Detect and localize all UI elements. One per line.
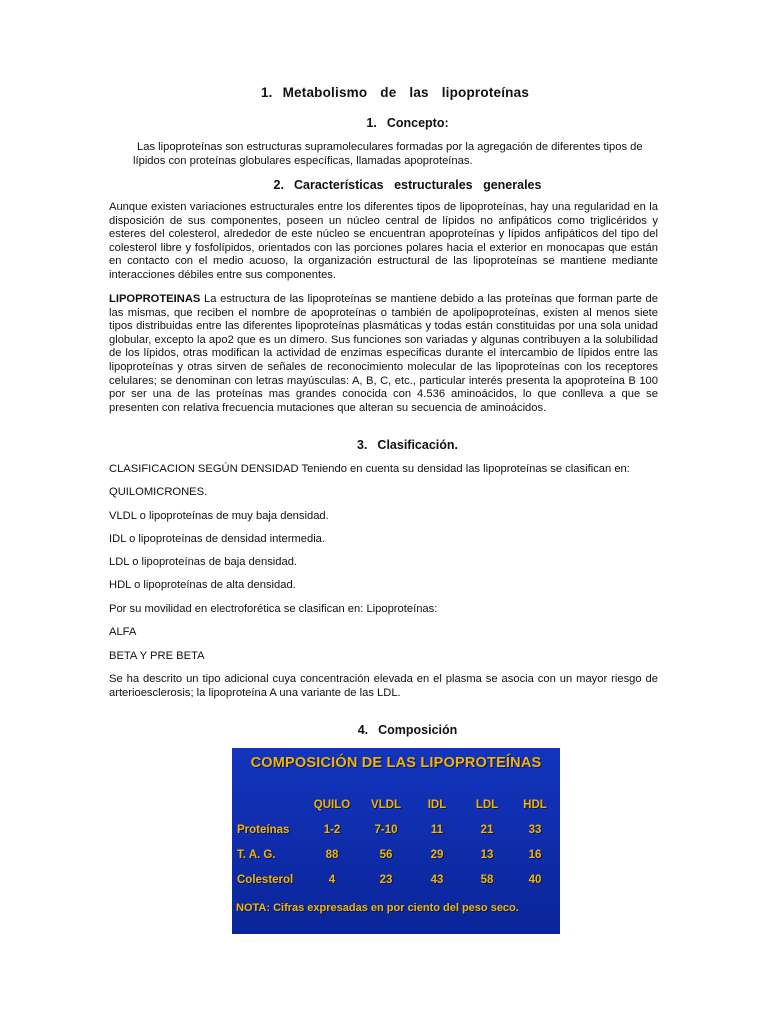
lipoproteinas-body: La estructura de las lipoproteínas se mantiene debido a las proteínas que forman parte de las mismas, que reciben el nombre de apoproteínas o también de apolipoproteínas, existen al menos siete tipos distribuidas entre las diferentes lipoproteínas plasmáticas y todas están constituidas por una sola unidad globular, excepto la apo2 que es un dímero. Sus funciones son variadas y algunas contribuyen a la solubilidad de los lípidos, otras modifican la actividad de enzimas especificas durante el intercambio de lípidos entre las lipoproteínas y otras sirven de señales de reconocimiento molecular de las lipoproteínas con los receptores celulares; se denominan con letras mayúsculas: A, B, C, etc., particular interés presenta la apoproteína B 100 por ser una de las proteínas mas grandes conocida con 4.536 aminoácidos, lo que conlleva a que se presenten con relativa frecuencia mutaciones que alteran su secuencia de aminoácidos. [109, 293, 658, 414]
main-heading-text: Metabolismo de las lipoproteínas [282, 85, 530, 100]
clasificacion-line-densidad: CLASIFICACION SEGÚN DENSIDAD Teniendo en cuenta su densidad las lipoproteínas se clasifican en: [109, 463, 630, 475]
section-heading-composicion: 4. Composición [357, 723, 458, 737]
table-row [232, 817, 559, 842]
table-cell: 21 [480, 823, 494, 836]
table-cell: 1-2 [323, 823, 341, 836]
clasificacion-line-idl: IDL o lipoproteínas de densidad intermedia. [109, 533, 326, 545]
table-cell: 16 [528, 848, 542, 861]
lipoproteinas-paragraph [109, 293, 658, 415]
table-cell: 7-10 [374, 823, 398, 836]
section-heading-clasificacion: 3. Clasificación. [356, 438, 459, 452]
table-cell: 29 [430, 848, 444, 861]
slide-title: COMPOSICIÓN DE LAS LIPOPROTEÍNAS [250, 755, 542, 771]
column-header: QUILO [313, 798, 351, 811]
clasificacion-line-hdl: HDL o lipoproteínas de alta densidad. [109, 579, 296, 591]
row-label: T. A. G. [237, 848, 276, 861]
table-row [232, 867, 559, 892]
column-header: IDL [427, 798, 447, 811]
lipoproteinas-label: LIPOPROTEINAS [109, 293, 201, 305]
main-heading-number: 1. [260, 85, 273, 100]
table-row [232, 842, 559, 867]
concepto-paragraph: Las lipoproteínas son estructuras supramoleculares formadas por la agregación de diferentes tipos de lípidos con proteínas globulares específicas, llamadas apoproteínas. [133, 141, 643, 167]
table-cell: 56 [379, 848, 393, 861]
table-cell: 43 [430, 873, 444, 886]
composition-slide-image [232, 748, 560, 934]
caracteristicas-paragraph: Aunque existen variaciones estructurales entre los diferentes tipos de lipoproteínas, hay una regularidad en la disposición de sus componentes, poseen un núcleo central de lípidos no anfipáticos como triglicéridos y esteres del colesterol, alrededor de este núcleo se encuentran apoproteínas y lípidos anfipáticos del tipo del colesterol libre y fosfolípidos, orientados con las porciones polares hacia el exterior en monocapas que están en contacto con el medio acuoso, la organización estructural de las lipoproteínas se mantiene mediante interacciones débiles entre sus componentes. [109, 201, 658, 281]
row-label: Proteínas [237, 823, 290, 836]
column-header: LDL [475, 798, 499, 811]
arterioesclerosis-paragraph: Se ha descrito un tipo adicional cuya concentración elevada en el plasma se asocia con un mayor riesgo de arterioesclerosis; la lipoproteína A una variante de las LDL. [109, 673, 658, 699]
table-cell: 23 [379, 873, 393, 886]
table-cell: 88 [325, 848, 339, 861]
table-cell: 11 [430, 823, 444, 836]
slide-note: NOTA: Cifras expresadas en por ciento del peso seco. [236, 902, 519, 914]
clasificacion-line-alfa: ALFA [109, 626, 137, 638]
table-cell: 40 [528, 873, 542, 886]
table-cell: 33 [528, 823, 542, 836]
column-header: HDL [523, 798, 547, 811]
table-header-row [232, 792, 559, 817]
table-cell: 58 [480, 873, 494, 886]
table-cell: 13 [480, 848, 494, 861]
section-heading-concepto: 1. Concepto: [366, 116, 449, 130]
table-cell: 4 [328, 873, 336, 886]
section-heading-caracteristicas: 2. Características estructurales generales [273, 178, 542, 192]
clasificacion-line-beta: BETA Y PRE BETA [109, 650, 205, 662]
clasificacion-line-vldl: VLDL o lipoproteínas de muy baja densidad. [109, 510, 329, 522]
main-heading [0, 85, 768, 100]
clasificacion-line-quilomicrones: QUILOMICRONES. [109, 486, 208, 498]
clasificacion-line-ldl: LDL o lipoproteínas de baja densidad. [109, 556, 298, 568]
composition-table [232, 792, 559, 892]
clasificacion-line-movilidad: Por su movilidad en electroforética se clasifican en: Lipoproteínas: [109, 603, 438, 615]
row-label: Colesterol [237, 873, 294, 886]
column-header: VLDL [370, 798, 402, 811]
